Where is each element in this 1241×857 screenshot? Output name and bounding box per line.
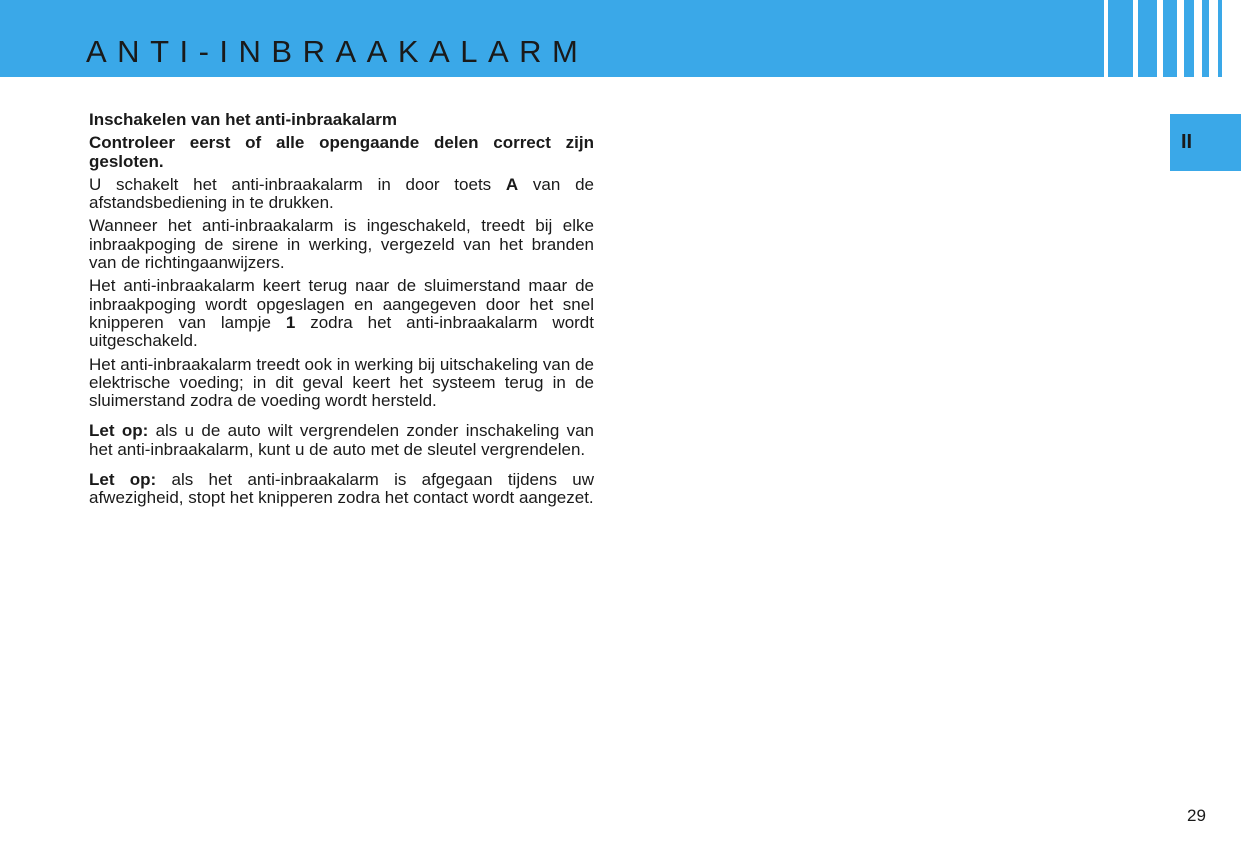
note-2-label: Let op: xyxy=(89,470,157,490)
key-a-label: A xyxy=(505,174,519,194)
paragraph-siren: Wanneer het anti-inbraakalarm is ingeschakeld, treedt bij elke inbraakpoging de sirene in werking, vergezeld van het branden van de richtingaanwijzers. xyxy=(89,216,594,273)
note-lock-without-alarm xyxy=(89,422,594,459)
paragraph-sleep-mode-after: zodra het anti-inbraakalarm wordt uitgeschakeld. xyxy=(89,312,594,351)
note-blinking-stop xyxy=(89,471,594,508)
content-column xyxy=(89,111,594,513)
paragraph-sleep-mode-before: Het anti-inbraakalarm keert terug naar de sluimerstand maar de inbraakpoging wordt opgeslagen en aangegeven door het snel knipperen van lampje xyxy=(89,276,594,332)
stripe-gap-5 xyxy=(1194,0,1202,77)
note-2-text: als het anti-inbraakalarm is afgegaan tijdens uw afwezigheid, stopt het knipperen zodra het contact wordt aangezet. xyxy=(89,470,594,508)
chapter-tab-label: II xyxy=(1180,131,1193,153)
paragraph-activation xyxy=(89,176,594,213)
paragraph-power-cut: Het anti-inbraakalarm treedt ook in werking bij uitschakeling van de elektrische voeding; in dit geval keert het systeem terug in de sluimerstand zodra de voeding wordt hersteld. xyxy=(89,354,594,411)
intro-instruction: Controleer eerst of alle opengaande delen correct zijn gesloten. xyxy=(89,133,594,171)
stripe-gap-1 xyxy=(1104,0,1108,77)
chapter-tab xyxy=(1170,114,1241,171)
section-heading: Inschakelen van het anti-inbraakalarm xyxy=(89,110,398,129)
paragraph-sleep-mode xyxy=(89,277,594,350)
note-1-label: Let op: xyxy=(89,421,149,441)
note-1-text: als u de auto wilt vergrendelen zonder inschakeling van het anti-inbraakalarm, kunt u de auto met de sleutel vergrendelen. xyxy=(89,421,594,459)
lamp-1-label: 1 xyxy=(285,312,296,332)
stripe-gap-3 xyxy=(1157,0,1163,77)
header-stripes xyxy=(1087,0,1241,77)
stripe-gap-4 xyxy=(1177,0,1184,77)
stripe-gap-2 xyxy=(1133,0,1138,77)
stripe-gap-6 xyxy=(1209,0,1218,77)
page-number: 29 xyxy=(1187,806,1206,825)
stripe-gap-7 xyxy=(1222,0,1241,77)
header-bar xyxy=(0,0,1241,77)
paragraph-activation-after: van de afstandsbediening in te drukken. xyxy=(89,174,594,213)
page-title: ANTI-INBRAAKALARM xyxy=(86,34,589,69)
paragraph-activation-before: U schakelt het anti-inbraakalarm in door toets xyxy=(89,174,506,194)
